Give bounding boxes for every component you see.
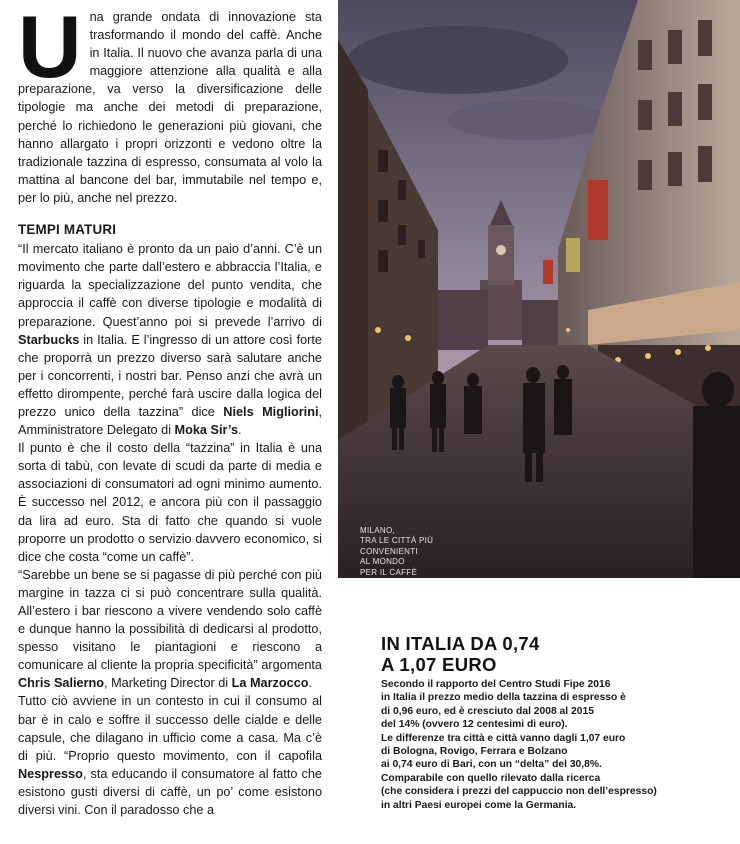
person-migliorini: Niels Migliorini [223, 404, 319, 419]
paragraph-tazzina: Il punto è che il costo della “tazzina” in Italia è una sorta di tabù, con levate di scudi da parte di media e associazioni di consumatori ad ogni minimo aumento. È successo nel 2012, e ancora più con il passaggio da lira ad euro. Sta di fatto che quando si vuole proporre un prodotto o servizio davvero economico, si dice che costa “come un caffè”. [18, 441, 322, 564]
company-la-marzocco: La Marzocco [231, 676, 309, 691]
drop-cap: U [18, 0, 82, 96]
brand-starbucks: Starbucks [18, 332, 80, 347]
person-salierno: Chris Salierno [18, 676, 105, 691]
sidebar-body: Secondo il rapporto del Centro Studi Fipe 2016 in Italia il prezzo medio della tazzina di espresso è di 0,96 euro, ed è cresciuto dal 2008 al 2015 del 14% (ovvero 12 centesimi di euro). Le differenze tra città e città vanno dagli 1,07 euro di Bologna, Rovigo, Ferrara e Bolzano ai 0,74 euro di Bari, con un “delta” del 30,8%. Comparabile con quello rilevato dalla ricerca (che considera i prezzi del cappuccio non dell’espresso) in altri Paesi europei come la Germania. [381, 679, 657, 811]
paragraph-consumo: Tutto ciò avviene in un contesto in cui il consumo al bar è in calo e soffre il successo delle cialde e delle capsule, che dilagano in ufficio come a casa. Ma c’è di più. “Proprio questo movimento, con il capofila Nespresso, sta educando il consumatore al fatto che esistono gusti diversi di caffè, un po’ come esistono diversi vini. Con il paradosso che a [18, 694, 322, 818]
section-heading: TEMPI MATURI [18, 222, 117, 238]
article-column [18, 0, 323, 819]
intro-text: na grande ondata di innovazione sta trasformando il mondo del caffè. Anche in Italia. Il nuovo che avanza parla di una maggiore attenzione alla qualità e alla preparazione, va verso la diversificazione delle tipologie ma anche dei metodi di preparazione, perché lo richiedono le generazioni più giovani, che hanno allargato i propri orizzonti e vedono oltre la tradizionale tazzina di espresso, consumata al volo la mattina al bancone del bar, immutabile nel tempo e, per lo più, anche nel prezzo. [18, 10, 322, 205]
brand-nespresso: Nespresso [18, 766, 83, 781]
intro-paragraph [18, 0, 322, 207]
photo-caption: MILANO, TRA LE CITTÀ PIÙ CONVENIENTI AL MONDO PER IL CAFFÈ [360, 525, 434, 577]
milan-street-photo [338, 0, 740, 578]
photo-illustration [338, 0, 740, 578]
paragraph-quote-salierno: “Sarebbe un bene se si pagasse di più perché con più margine in tazza ci si può concentrare sulla qualità. All’estero i bar riescono a vivere vendendo solo caffè e dunque hanno la possibilità di dedicarsi al prodotto, spesso visitano le piantagioni e riescono a comunicare al cliente la propria specificità” argomenta Chris Salierno, Marketing Director di La Marzocco. [18, 567, 322, 691]
company-moka-sirs: Moka Sir’s [174, 423, 239, 438]
paragraph-quote-migliorini: “Il mercato italiano è pronto da un paio d’anni. C’è un movimento che parte dall’estero e abbraccia l’Italia, e riguarda la specializzazione del punto vendita, che approccia il caffè con diverse tipologie e modalità di preparazione. Quest’anno poi si prevede l’arrivo di Starbucks in Italia. E l’ingresso di un attore così forte che proporrà un prezzo diverso sarà salutare anche per i concorrenti, i nostri bar. Penso anzi che avrà un effetto dirompente, perché farà uscire dalla logica del prezzo unico della tazzina” dice Niels Migliorini, Amministratore Delegato di Moka Sir’s. [18, 242, 323, 438]
sidebar-title: IN ITALIA DA 0,74 A 1,07 EURO [381, 633, 540, 675]
